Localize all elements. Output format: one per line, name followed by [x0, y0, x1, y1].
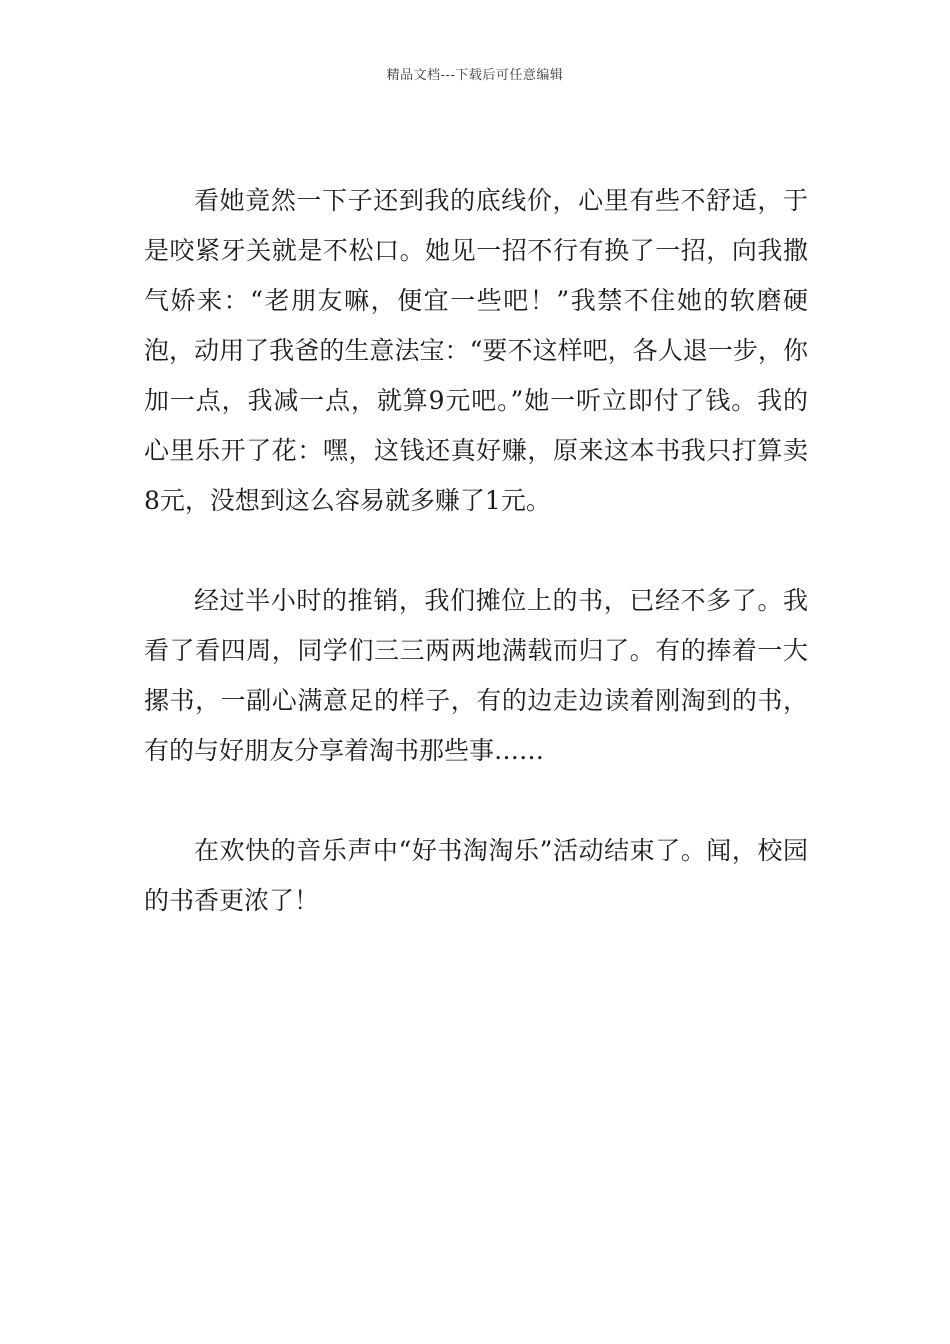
paragraph-selling: 经过半小时的推销，我们摊位上的书，已经不多了。我看了看四周，同学们三三两两地满载而归了。有的捧着一大摞书，一副心满意足的样子，有的边走边读着刚淘到的书，有的与好朋友分享着淘书那些事……: [144, 586, 808, 765]
paragraph-bargaining: 看她竟然一下子还到我的底线价，心里有些不舒适，于是咬紧牙关就是不松口。她见一招不行有换了一招，向我撒气娇来：“老朋友嘛，便宜一些吧！”我禁不住她的软磨硬泡，动用了我爸的生意法宝：“要不这样吧，各人退一步，你加一点，我减一点，就算9元吧。”她一听立即付了钱。我的心里乐开了花：嘿，这钱还真好赚，原来这本书我只打算卖8元，没想到这么容易就多赚了1元。: [144, 186, 808, 515]
page-header: 精品文档---下载后可任意编辑: [386, 68, 564, 83]
paragraph-ending: 在欢快的音乐声中“好书淘淘乐”活动结束了。闻，校园的书香更浓了！: [144, 836, 808, 915]
document-body: [144, 176, 808, 926]
